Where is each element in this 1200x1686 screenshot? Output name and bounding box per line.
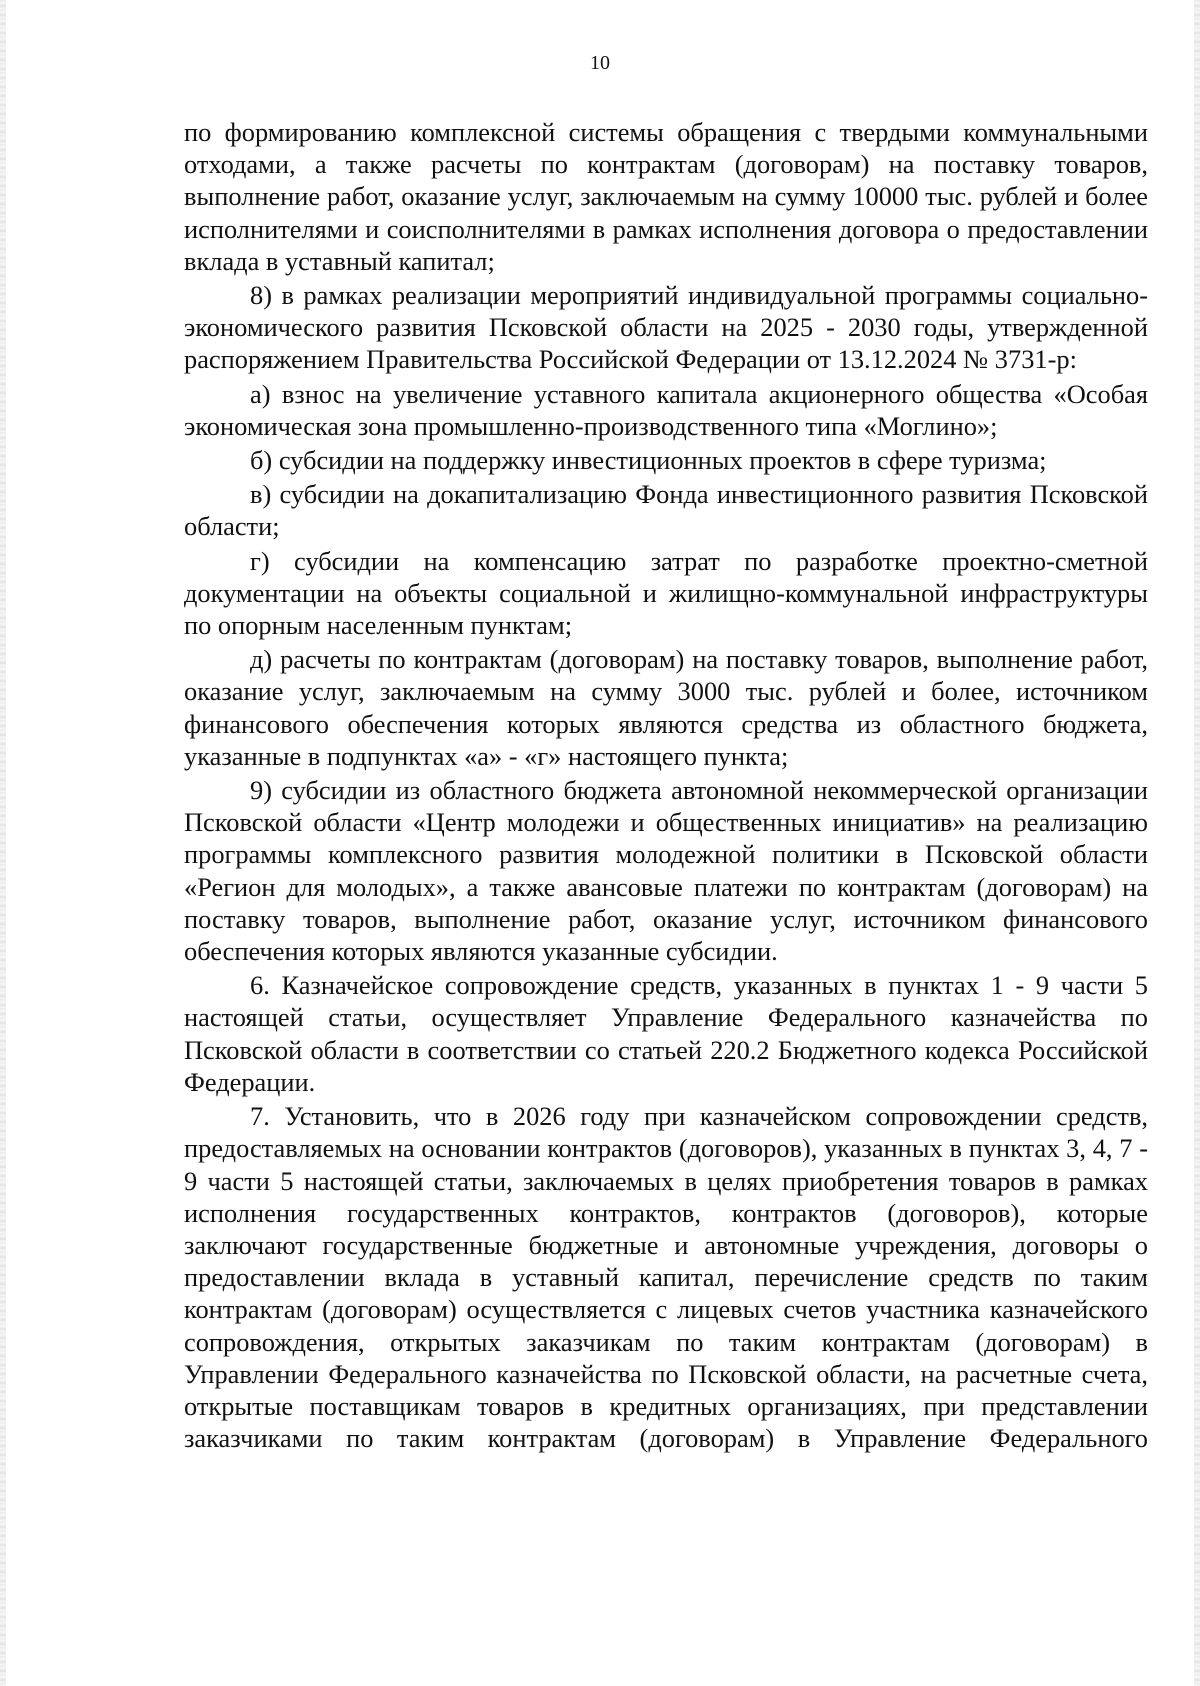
document-body (184, 116, 1148, 1456)
paragraph-subitem-g: г) субсидии на компенсацию затрат по разработке проектно-сметной документации на объекты социальной и жилищно-коммунальной инфраструктуры по опорным населенным пунктам; (184, 545, 1148, 641)
paragraph-subitem-v: в) субсидии на докапитализацию Фонда инвестиционного развития Псковской области; (184, 479, 1148, 542)
paragraph-part-7: 7. Установить, что в 2026 году при казначейском сопровождении средств, предоставляемых на основании контрактов (договоров), указанных в пунктах 3, 4, 7 - 9 части 5 настоящей статьи, заключаемых в целях приобретения товаров в рамках исполнения государственных контрактов, контрактов (договоров), которые заключают государственные бюджетные и автономные учреждения, договоры о предоставлении вклада в уставный капитал, перечисление средств по таким контрактам (договорам) осуществляется с лицевых счетов участника казначейского сопровождения, открытых заказчикам по таким контрактам (договорам) в Управлении Федерального казначейства по Псковской области, на расчетные счета, открытые поставщикам товаров в кредитных организациях, при представлении заказчиками по таким контрактам (договорам) в Управление Федерального (184, 1101, 1148, 1454)
paragraph-item-9: 9) субсидии из областного бюджета автономной некоммерческой организации Псковской области «Центр молодежи и общественных инициатив» на реализацию программы комплексного развития молодежной политики в Псковской области «Регион для молодых», а также авансовые платежи по контрактам (договорам) на поставку товаров, выполнение работ, оказание услуг, источником финансового обеспечения которых являются указанные субсидии. (184, 775, 1148, 967)
paragraph-continuation: по формированию комплексной системы обращения с твердыми коммунальными отходами, а также расчеты по контрактам (договорам) на поставку товаров, выполнение работ, оказание услуг, заключаемым на сумму 10000 тыс. рублей и более исполнителями и соисполнителями в рамках исполнения договора о предоставлении вклада в уставный капитал; (184, 117, 1148, 276)
paragraph-subitem-d: д) расчеты по контрактам (договорам) на поставку товаров, выполнение работ, оказание услуг, заключаемым на сумму 3000 тыс. рублей и более, источником финансового обеспечения которых являются средства из областного бюджета, указанные в подпунктах «а» - «г» настоящего пункта; (184, 644, 1148, 771)
paragraph-subitem-a: а) взнос на увеличение уставного капитала акционерного общества «Особая экономическая зона промышленно-производственного типа «Моглино»; (184, 378, 1148, 441)
paragraph-subitem-b: б) субсидии на поддержку инвестиционных проектов в сфере туризма; (250, 445, 1047, 476)
scan-edge-right (1194, 0, 1200, 1686)
scan-edge-left (0, 0, 6, 1686)
page-number: 10 (590, 52, 610, 74)
paragraph-part-6: 6. Казначейское сопровождение средств, указанных в пунктах 1 - 9 части 5 настоящей статьи, осуществляет Управление Федерального казначейства по Псковской области в соответствии со статьей 220.2 Бюджетного кодекса Российской Федерации. (184, 970, 1148, 1097)
paragraph-item-8: 8) в рамках реализации мероприятий индивидуальной программы социально-экономического развития Псковской области на 2025 - 2030 годы, утвержденной распоряжением Правительства Российской Федерации от 13.12.2024 № 3731-р: (184, 280, 1148, 375)
